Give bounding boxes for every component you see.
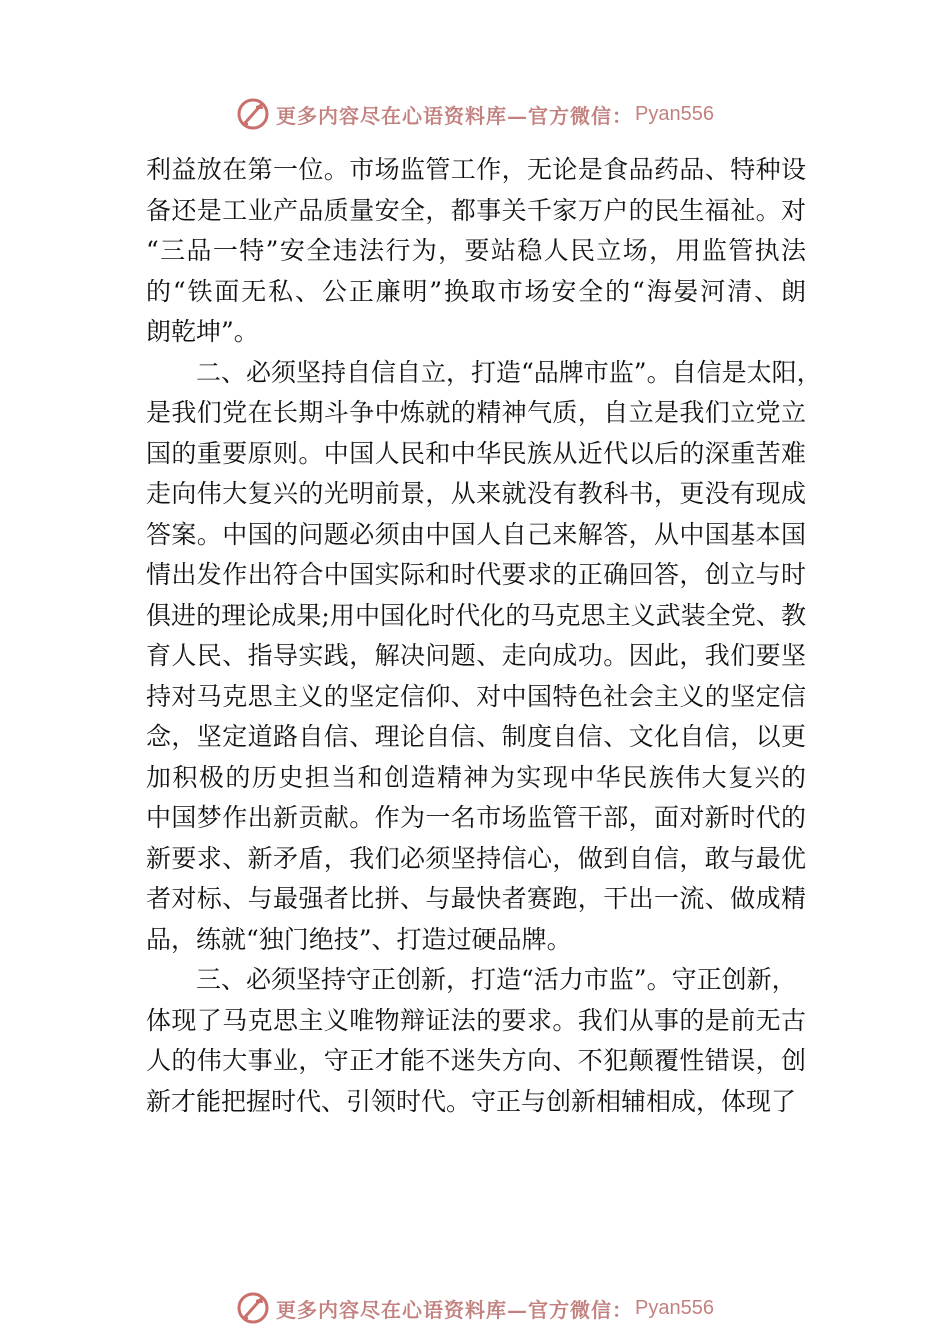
text-line: 人的伟大事业，守正才能不迷失方向、不犯颠覆性错误，创 xyxy=(146,1046,806,1075)
text-line: 是我们党在长期斗争中炼就的精神气质，自立是我们立党立 xyxy=(146,398,806,427)
quill-logo-icon xyxy=(236,97,270,131)
text-line: “三品一特”安全违法行为，要站稳人民立场，用监管执法 xyxy=(146,236,806,265)
text-line: 持对马克思主义的坚定信仰、对中国特色社会主义的坚定信 xyxy=(146,681,806,711)
text-line: 品，练就“独门绝技”、打造过硬品牌。 xyxy=(146,924,572,954)
wechat-id: Pyan556 xyxy=(635,102,714,125)
text-line: 备还是工业产品质量安全，都事关千家万户的民生福祉。对 xyxy=(146,195,806,225)
text-line: 走向伟大复兴的光明前景，从来就没有教科书，更没有现成 xyxy=(146,479,806,508)
wechat-id: Pyan556 xyxy=(635,1296,714,1319)
quill-logo-icon xyxy=(236,1291,270,1325)
text-line: 情出发作出符合中国实际和时代要求的正确回答，创立与时 xyxy=(146,560,806,589)
text-line: 育人民、指导实践，解决问题、走向成功。因此，我们要坚 xyxy=(146,641,806,670)
text-line: 体现了马克思主义唯物辩证法的要求。我们从事的是前无古 xyxy=(146,1005,806,1035)
header-watermark-banner xyxy=(0,92,950,136)
text-line: 的“铁面无私、公正廉明”换取市场安全的“海晏河清、朗 xyxy=(146,276,806,306)
text-line: 加积极的历史担当和创造精神为实现中华民族伟大复兴的 xyxy=(146,762,806,792)
text-line: 二、必须坚持自信自立，打造“品牌市监”。自信是太阳， xyxy=(196,357,822,387)
watermark-text: 更多内容尽在心语资料库—官方微信： xyxy=(276,1297,634,1322)
watermark-text: 更多内容尽在心语资料库—官方微信： xyxy=(276,103,634,128)
text-line: 念，坚定道路自信、理论自信、制度自信、文化自信，以更 xyxy=(146,722,806,751)
text-line: 新要求、新矛盾，我们必须坚持信心，做到自信，敢与最优 xyxy=(146,843,806,873)
text-line: 中国梦作出新贡献。作为一名市场监管干部，面对新时代的 xyxy=(146,803,806,832)
document-body xyxy=(146,150,822,1122)
text-line: 俱进的理论成果;用中国化时代化的马克思主义武装全党、教 xyxy=(146,600,806,630)
text-line: 利益放在第一位。市场监管工作，无论是食品药品、特种设 xyxy=(146,155,806,184)
text-line: 三、必须坚持守正创新，打造“活力市监”。守正创新， xyxy=(196,965,797,994)
text-line: 者对标、与最强者比拼、与最快者赛跑，干出一流、做成精 xyxy=(146,884,806,913)
text-line: 朗乾坤”。 xyxy=(146,317,259,346)
text-line: 新才能把握时代、引领时代。守正与创新相辅相成，体现了 xyxy=(146,1086,797,1116)
footer-watermark-banner xyxy=(0,1286,950,1330)
text-line: 答案。中国的问题必须由中国人自己来解答，从中国基本国 xyxy=(146,519,806,549)
text-line: 国的重要原则。中国人民和中华民族从近代以后的深重苦难 xyxy=(146,438,806,468)
